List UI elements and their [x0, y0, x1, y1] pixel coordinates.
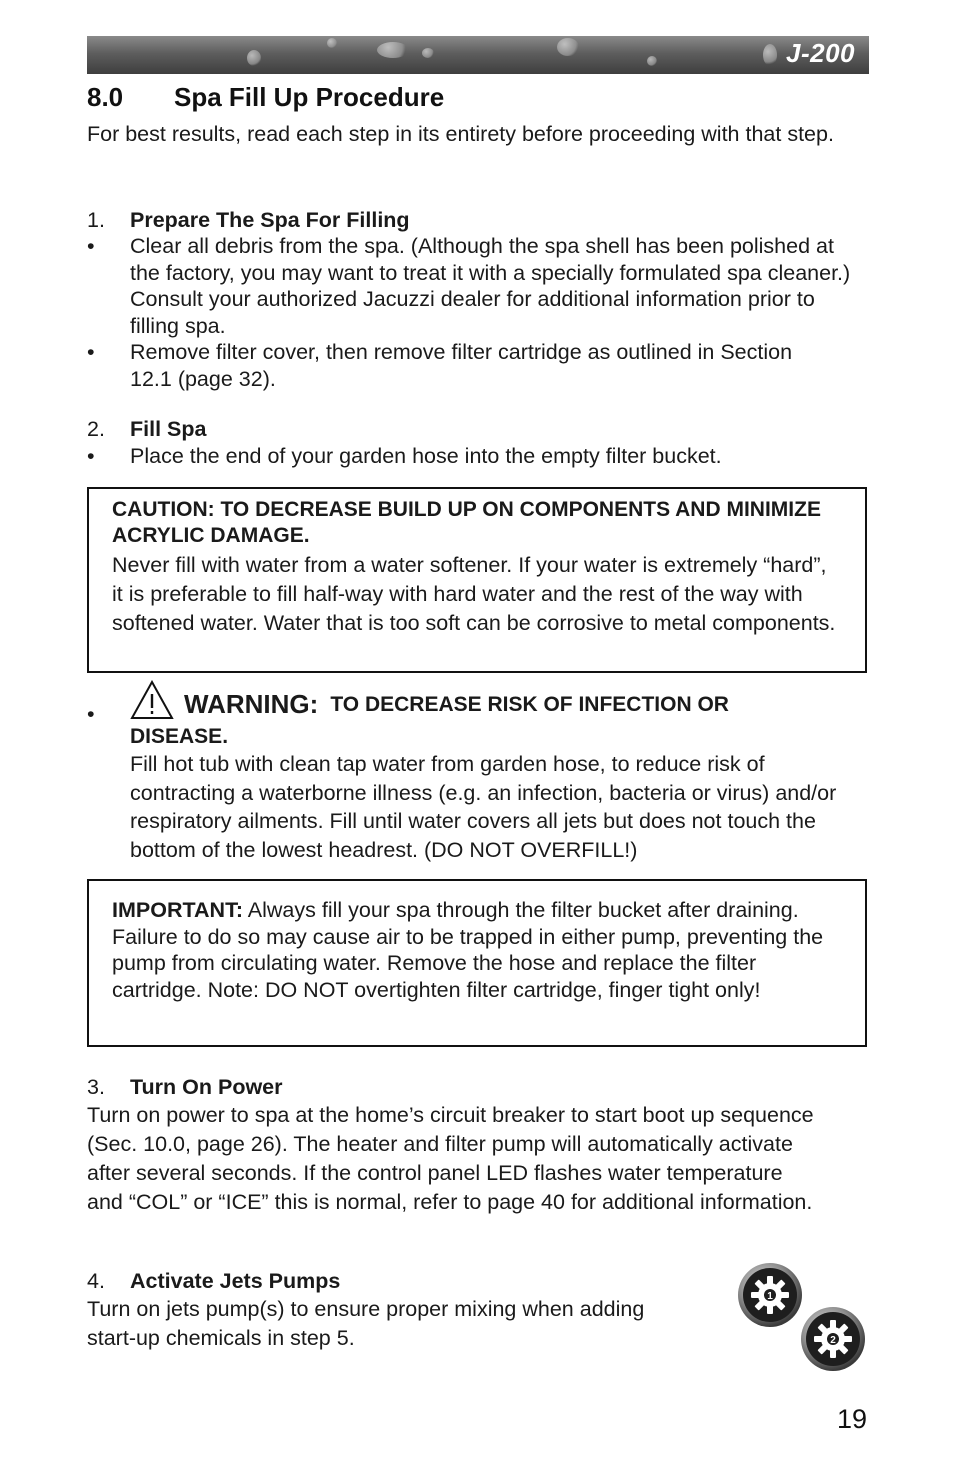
step-4-label: Activate Jets Pumps [130, 1269, 341, 1293]
step-1-bullet-text: Remove filter cover, then remove filter cartridge as outlined in Section 12.1 (page 32). [130, 340, 793, 391]
water-drop-decoration [422, 48, 434, 58]
step-3-label: Turn On Power [130, 1075, 283, 1099]
step-2-label: Fill Spa [130, 417, 207, 441]
step-4-body: Turn on jets pump(s) to ensure proper mixing when adding start-up chemicals in step 5. [87, 1297, 645, 1350]
step-4-number: 4. [87, 1269, 105, 1293]
caution-title: CAUTION: TO DECREASE BUILD UP ON COMPONENTS AND MINIMIZE ACRYLIC DAMAGE. [112, 498, 821, 547]
water-drop-decoration [557, 38, 579, 56]
warning-caps-continued: DISEASE. [130, 725, 229, 748]
warning-body [130, 724, 870, 864]
step-2-bullet [87, 443, 869, 470]
jets-pump-2-label: 2 [830, 1335, 836, 1346]
step-2-number: 2. [87, 417, 105, 441]
jets-pump-2-icon [800, 1306, 866, 1372]
model-title: J-200 [786, 38, 855, 68]
bullet-dot: • [87, 340, 95, 364]
caution-body: Never fill with water from a water softener. If your water is extremely “hard”, it is preferable to fill half-way with hard water and the rest of the way with softened water. Water that is too soft can be corrosive to metal components. [112, 553, 836, 635]
step-1-number: 1. [87, 208, 105, 232]
intro-paragraph: For best results, read each step in its entirety before proceeding with that step. [87, 122, 834, 146]
warning-triangle-icon [130, 680, 174, 720]
important-text: Always fill your spa through the filter bucket after draining. Failure to do so may cause air to be trapped in either pump, preventing the pump from circulating water. Remove the hose and replace the filter cartridge. Note: DO NOT overtighten filter cartridge, finger tight only! [112, 898, 824, 1002]
caution-box [87, 487, 867, 673]
step-1-label: Prepare The Spa For Filling [130, 208, 410, 232]
step-3-body: Turn on power to spa at the home’s circuit breaker to start boot up sequence (Sec. 10.0, page 26). The heater and filter pump will automatically activate after several seconds. If the control panel LED flashes water temperature and “COL” or “ICE” this is normal, refer to page 40 for additional information. [87, 1103, 814, 1214]
water-drop-decoration [763, 44, 777, 66]
water-drop-decoration [377, 42, 409, 58]
section-title [87, 82, 444, 113]
important-box [87, 879, 867, 1047]
step-3-number: 3. [87, 1075, 105, 1099]
step-3-heading [87, 1073, 283, 1101]
step-4-heading [87, 1267, 340, 1295]
warning-word: WARNING: [184, 689, 319, 719]
bullet-dot: • [87, 702, 95, 726]
step-1-heading [87, 206, 410, 234]
bullet-dot: • [87, 444, 95, 468]
water-drop-decoration [327, 38, 337, 48]
jets-pump-1-label: 1 [767, 1291, 773, 1302]
section-title-text: Spa Fill Up Procedure [174, 82, 445, 112]
step-2-heading [87, 415, 206, 443]
water-drop-decoration [247, 50, 261, 66]
jets-pump-1-icon [737, 1262, 803, 1328]
bullet-dot: • [87, 234, 95, 258]
page-number: 19 [836, 1404, 867, 1434]
header-bar [87, 36, 869, 74]
step-1-bullet [87, 233, 869, 339]
warning-heading [130, 680, 729, 720]
warning-body-text: Fill hot tub with clean tap water from garden hose, to reduce risk of contracting a waterborne illness (e.g. an infection, bacteria or virus) and/or respiratory ailments. Fill until water covers all jets but does not touch the bottom of the lowest headrest. (DO NOT OVERFILL!) [130, 752, 837, 862]
important-body [112, 897, 843, 1003]
water-drop-decoration [647, 56, 657, 66]
section-number: 8.0 [87, 82, 124, 112]
step-1-bullet-text: Clear all debris from the spa. (Although the spa shell has been polished at the factory, you may want to treat it with a specially formulated spa cleaner.) Consult your authorized Jacuzzi dealer for additional information prior to filling spa. [130, 234, 851, 338]
important-label: IMPORTANT: [112, 898, 243, 922]
step-1-bullet [87, 339, 869, 392]
step-2-bullet-text: Place the end of your garden hose into the empty filter bucket. [130, 444, 722, 468]
warning-caps: TO DECREASE RISK OF INFECTION OR [330, 693, 729, 716]
